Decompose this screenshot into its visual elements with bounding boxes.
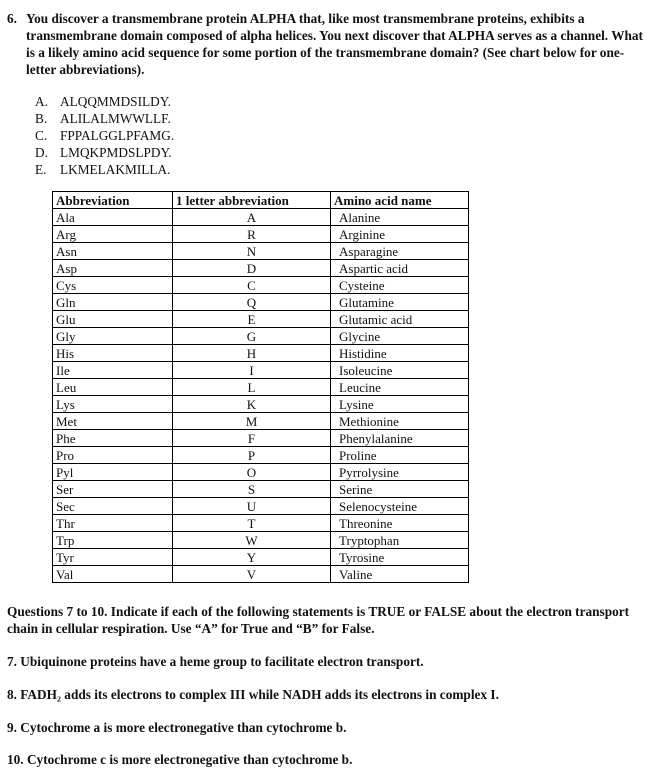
cell-amino-acid-name: Lysine xyxy=(331,396,469,413)
cell-abbreviation: Leu xyxy=(53,379,173,396)
option-letter: C. xyxy=(35,128,48,143)
table-row xyxy=(53,396,469,413)
cell-one-letter: Q xyxy=(173,294,331,311)
column-header-name: Amino acid name xyxy=(331,192,469,209)
table-row xyxy=(53,447,469,464)
cell-amino-acid-name: Proline xyxy=(331,447,469,464)
table-row xyxy=(53,345,469,362)
column-header-one-letter: 1 letter abbreviation xyxy=(173,192,331,209)
option-letter: A. xyxy=(35,94,48,109)
cell-amino-acid-name: Methionine xyxy=(331,413,469,430)
table-row xyxy=(53,243,469,260)
questions-7-10-intro: Questions 7 to 10. Indicate if each of the following statements is TRUE or FALSE about the electron transport chain in cellular respiration. Use “A” for True and “B” for False. xyxy=(7,604,630,636)
question-6 xyxy=(7,10,647,78)
cell-amino-acid-name: Glycine xyxy=(331,328,469,345)
cell-amino-acid-name: Tyrosine xyxy=(331,549,469,566)
option-b[interactable] xyxy=(35,110,174,127)
table-row xyxy=(53,362,469,379)
cell-abbreviation: Trp xyxy=(53,532,173,549)
cell-one-letter: M xyxy=(173,413,331,430)
cell-amino-acid-name: Tryptophan xyxy=(331,532,469,549)
cell-amino-acid-name: Phenylalanine xyxy=(331,430,469,447)
cell-amino-acid-name: Valine xyxy=(331,566,469,583)
cell-one-letter: G xyxy=(173,328,331,345)
cell-amino-acid-name: Selenocysteine xyxy=(331,498,469,515)
cell-abbreviation: Ile xyxy=(53,362,173,379)
table-row xyxy=(53,379,469,396)
option-letter: E. xyxy=(35,162,47,177)
cell-amino-acid-name: Arginine xyxy=(331,226,469,243)
cell-amino-acid-name: Threonine xyxy=(331,515,469,532)
answer-options xyxy=(35,93,174,178)
cell-one-letter: T xyxy=(173,515,331,532)
option-text: ALQQMMDSILDY. xyxy=(60,94,171,109)
cell-one-letter: D xyxy=(173,260,331,277)
cell-abbreviation: Gln xyxy=(53,294,173,311)
table-row xyxy=(53,566,469,583)
cell-one-letter: V xyxy=(173,566,331,583)
cell-one-letter: E xyxy=(173,311,331,328)
cell-abbreviation: Cys xyxy=(53,277,173,294)
cell-amino-acid-name: Histidine xyxy=(331,345,469,362)
cell-one-letter: L xyxy=(173,379,331,396)
cell-one-letter: K xyxy=(173,396,331,413)
cell-abbreviation: Gly xyxy=(53,328,173,345)
table-row xyxy=(53,430,469,447)
cell-amino-acid-name: Serine xyxy=(331,481,469,498)
statement-8: 8. FADH₂ adds its electrons to complex III while NADH adds its electrons in complex I. xyxy=(7,687,499,702)
cell-abbreviation: Pyl xyxy=(53,464,173,481)
table-row xyxy=(53,498,469,515)
table-row xyxy=(53,481,469,498)
table-row xyxy=(53,464,469,481)
cell-amino-acid-name: Alanine xyxy=(331,209,469,226)
cell-abbreviation: Glu xyxy=(53,311,173,328)
cell-one-letter: H xyxy=(173,345,331,362)
cell-abbreviation: Val xyxy=(53,566,173,583)
cell-abbreviation: Lys xyxy=(53,396,173,413)
cell-one-letter: W xyxy=(173,532,331,549)
cell-abbreviation: Tyr xyxy=(53,549,173,566)
table-row xyxy=(53,549,469,566)
table-row xyxy=(53,277,469,294)
table-header-row xyxy=(53,192,469,209)
option-d[interactable] xyxy=(35,144,174,161)
cell-amino-acid-name: Glutamine xyxy=(331,294,469,311)
cell-amino-acid-name: Cysteine xyxy=(331,277,469,294)
cell-one-letter: R xyxy=(173,226,331,243)
amino-acid-table xyxy=(52,191,469,583)
cell-abbreviation: Asp xyxy=(53,260,173,277)
cell-one-letter: C xyxy=(173,277,331,294)
cell-one-letter: S xyxy=(173,481,331,498)
cell-abbreviation: Thr xyxy=(53,515,173,532)
cell-abbreviation: Sec xyxy=(53,498,173,515)
cell-one-letter: Y xyxy=(173,549,331,566)
cell-one-letter: N xyxy=(173,243,331,260)
cell-one-letter: P xyxy=(173,447,331,464)
cell-amino-acid-name: Aspartic acid xyxy=(331,260,469,277)
option-c[interactable] xyxy=(35,127,174,144)
cell-amino-acid-name: Pyrrolysine xyxy=(331,464,469,481)
cell-abbreviation: Asn xyxy=(53,243,173,260)
table-row xyxy=(53,209,469,226)
option-letter: B. xyxy=(35,111,48,126)
statement-10: 10. Cytochrome c is more electronegative than cytochrome b. xyxy=(7,752,353,767)
option-text: LMQKPMDSLPDY. xyxy=(60,145,172,160)
cell-abbreviation: Ser xyxy=(53,481,173,498)
cell-abbreviation: Pro xyxy=(53,447,173,464)
table-row xyxy=(53,413,469,430)
cell-amino-acid-name: Isoleucine xyxy=(331,362,469,379)
option-e[interactable] xyxy=(35,161,174,178)
cell-amino-acid-name: Leucine xyxy=(331,379,469,396)
cell-one-letter: F xyxy=(173,430,331,447)
cell-abbreviation: Met xyxy=(53,413,173,430)
cell-abbreviation: Phe xyxy=(53,430,173,447)
option-a[interactable] xyxy=(35,93,174,110)
table-row xyxy=(53,226,469,243)
table-row xyxy=(53,328,469,345)
statement-9: 9. Cytochrome a is more electronegative than cytochrome b. xyxy=(7,720,347,735)
option-text: FPPALGGLPFAMG. xyxy=(60,128,175,143)
cell-abbreviation: His xyxy=(53,345,173,362)
cell-one-letter: A xyxy=(173,209,331,226)
option-letter: D. xyxy=(35,145,48,160)
cell-one-letter: I xyxy=(173,362,331,379)
option-text: ALILALMWWLLF. xyxy=(60,111,171,126)
table-row xyxy=(53,515,469,532)
option-text: LKMELAKMILLA. xyxy=(60,162,171,177)
column-header-abbreviation: Abbreviation xyxy=(53,192,173,209)
cell-abbreviation: Ala xyxy=(53,209,173,226)
cell-one-letter: O xyxy=(173,464,331,481)
question-text: You discover a transmembrane protein ALPHA that, like most transmembrane proteins, exhibits a transmembrane domain composed of alpha helices. You next discover that ALPHA serves as a channel. What is a likely amino acid sequence for some portion of the transmembrane domain? (See chart below for one-letter abbreviations). xyxy=(26,11,643,77)
question-number: 6. xyxy=(7,11,17,26)
table-row xyxy=(53,260,469,277)
table-row xyxy=(53,294,469,311)
statement-7: 7. Ubiquinone proteins have a heme group to facilitate electron transport. xyxy=(7,654,424,669)
cell-amino-acid-name: Glutamic acid xyxy=(331,311,469,328)
cell-amino-acid-name: Asparagine xyxy=(331,243,469,260)
table-row xyxy=(53,532,469,549)
cell-abbreviation: Arg xyxy=(53,226,173,243)
cell-one-letter: U xyxy=(173,498,331,515)
table-row xyxy=(53,311,469,328)
